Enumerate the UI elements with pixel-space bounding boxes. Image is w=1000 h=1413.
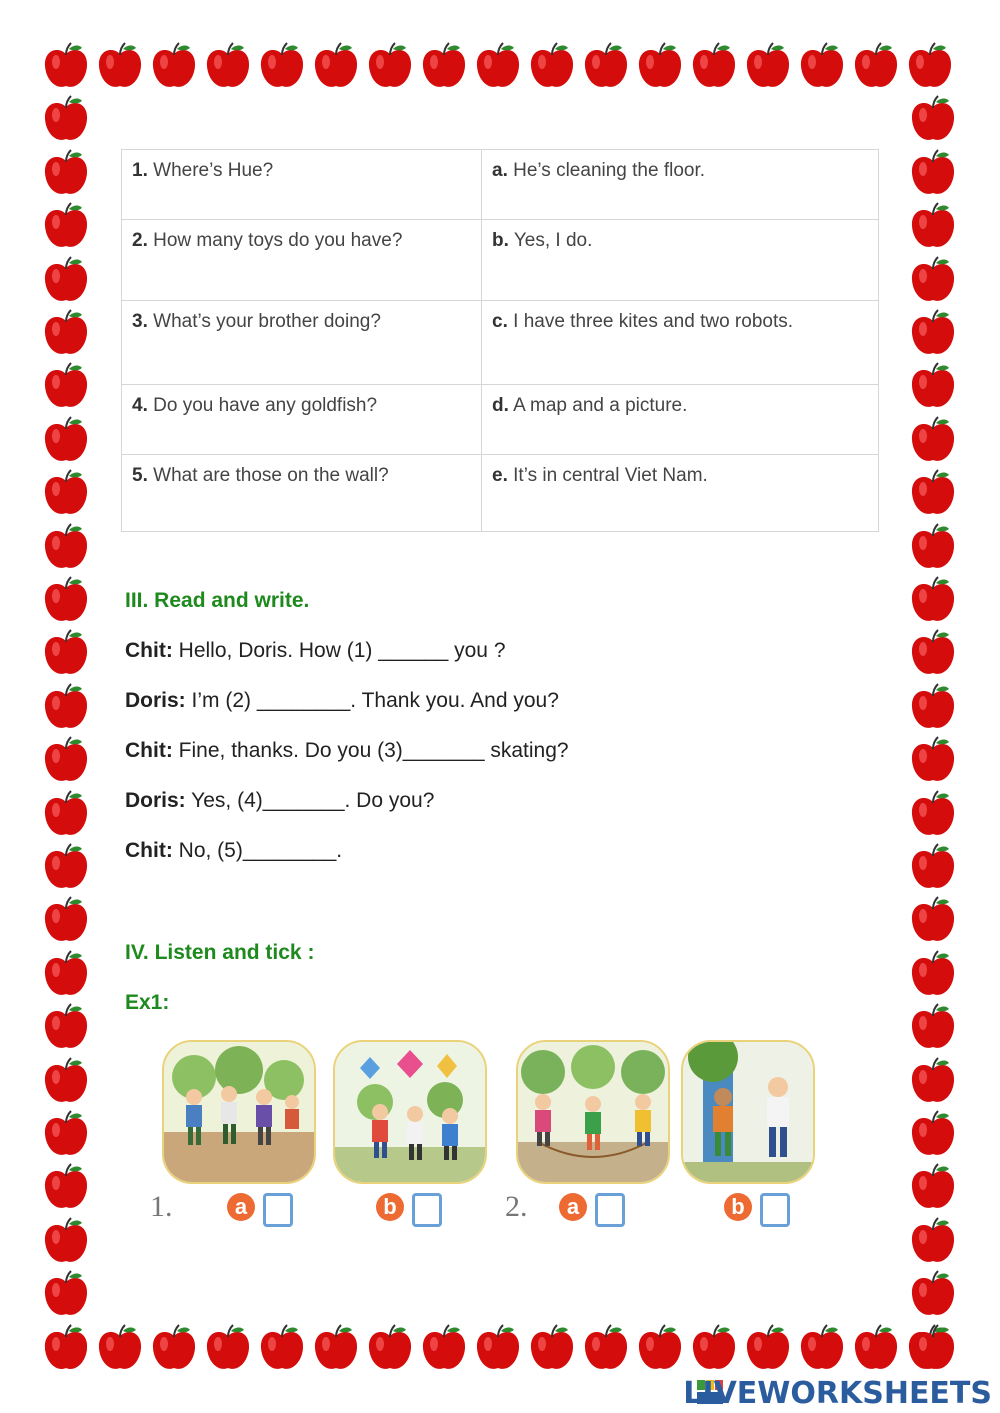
exercise-label: Ex1:	[125, 991, 170, 1014]
dialogue-line	[125, 789, 434, 813]
apple-icon	[907, 360, 959, 412]
apple-icon	[40, 147, 92, 199]
apple-icon	[634, 1322, 686, 1374]
apple-icon	[850, 1322, 902, 1374]
apple-icon	[907, 1322, 959, 1374]
apple-icon	[94, 40, 146, 92]
apple-icon	[907, 1108, 959, 1160]
answer-cell	[482, 150, 879, 220]
question-text: What are those on the wall?	[153, 465, 389, 486]
picture-2b	[681, 1040, 815, 1184]
answer-letter: d.	[492, 395, 509, 416]
apple-icon	[472, 1322, 524, 1374]
apple-icon	[907, 1268, 959, 1320]
option-b-badge: b	[376, 1193, 404, 1221]
apple-icon	[40, 1268, 92, 1320]
apple-icon	[907, 1161, 959, 1213]
table-row	[122, 455, 879, 532]
listening-pictures	[150, 1035, 830, 1245]
apple-icon	[526, 40, 578, 92]
tick-box-1b[interactable]	[412, 1193, 442, 1227]
answer-text: I have three kites and two robots.	[513, 311, 794, 332]
option-a-badge: a	[559, 1193, 587, 1221]
liveworksheets-logo-text: LIVEWORKSHEETS	[683, 1376, 992, 1411]
speaker: Doris:	[125, 789, 186, 812]
apple-icon	[907, 200, 959, 252]
option-a-badge: a	[227, 1193, 255, 1221]
apple-icon	[742, 1322, 794, 1374]
question-number: 2.	[132, 230, 148, 251]
apple-icon	[526, 1322, 578, 1374]
question-text: Do you have any goldfish?	[153, 395, 378, 416]
apple-icon	[310, 40, 362, 92]
children-hide-and-seek-illustration	[683, 1042, 813, 1182]
apple-icon	[907, 307, 959, 359]
apple-icon	[418, 40, 470, 92]
apple-icon	[907, 414, 959, 466]
apple-icon	[40, 93, 92, 145]
speaker: Chit:	[125, 739, 173, 762]
apple-icon	[40, 734, 92, 786]
dialogue-text: Yes, (4)_______. Do you?	[191, 789, 435, 812]
apple-icon	[907, 788, 959, 840]
apple-icon	[202, 40, 254, 92]
apple-icon	[94, 1322, 146, 1374]
table-row	[122, 301, 879, 385]
dialogue-text: I’m (2) ________. Thank you. And you?	[191, 689, 559, 712]
apple-icon	[40, 360, 92, 412]
apple-icon	[40, 1001, 92, 1053]
answer-text: A map and a picture.	[513, 395, 688, 416]
apple-icon	[40, 1108, 92, 1160]
dialogue-text: No, (5)________.	[178, 839, 343, 862]
apple-icon	[907, 467, 959, 519]
apple-icon	[688, 40, 740, 92]
dialogue-line	[125, 639, 506, 663]
apple-icon	[907, 681, 959, 733]
apple-icon	[850, 40, 902, 92]
question-text: What’s your brother doing?	[153, 311, 381, 332]
tick-box-2a[interactable]	[595, 1193, 625, 1227]
picture-2a	[516, 1040, 670, 1184]
apple-icon	[148, 40, 200, 92]
picture-1b	[333, 1040, 487, 1184]
tick-box-1a[interactable]	[263, 1193, 293, 1227]
apple-icon	[40, 627, 92, 679]
apple-icon	[364, 40, 416, 92]
apple-icon	[418, 1322, 470, 1374]
answer-cell	[482, 220, 879, 301]
apple-icon	[907, 627, 959, 679]
answer-text: Yes, I do.	[513, 230, 593, 251]
dialogue-text: Fine, thanks. Do you (3)_______ skating?	[178, 739, 569, 762]
apple-icon	[907, 147, 959, 199]
answer-text: He’s cleaning the floor.	[513, 160, 706, 181]
speaker: Chit:	[125, 839, 173, 862]
apple-icon	[907, 1001, 959, 1053]
section-4-heading: IV. Listen and tick :	[125, 941, 315, 964]
answer-text: It’s in central Viet Nam.	[513, 465, 708, 486]
matching-table	[121, 149, 879, 532]
dialogue-line	[125, 839, 342, 863]
apple-icon	[40, 841, 92, 893]
apple-icon	[40, 574, 92, 626]
apple-icon	[40, 1161, 92, 1213]
question-cell	[122, 220, 482, 301]
answer-letter: e.	[492, 465, 508, 486]
apple-icon	[40, 254, 92, 306]
apple-icon	[907, 521, 959, 573]
section-3-heading: III. Read and write.	[125, 589, 310, 612]
question-cell	[122, 301, 482, 385]
apple-icon	[40, 894, 92, 946]
apple-icon	[40, 307, 92, 359]
apple-icon	[796, 1322, 848, 1374]
table-row	[122, 150, 879, 220]
apple-icon	[688, 1322, 740, 1374]
apple-icon	[256, 1322, 308, 1374]
apple-icon	[580, 40, 632, 92]
speaker: Doris:	[125, 689, 186, 712]
apple-icon	[907, 93, 959, 145]
apple-icon	[40, 414, 92, 466]
apple-icon	[907, 841, 959, 893]
apple-icon	[472, 40, 524, 92]
apple-icon	[907, 894, 959, 946]
question-cell	[122, 385, 482, 455]
answer-letter: c.	[492, 311, 508, 332]
apple-icon	[742, 40, 794, 92]
apple-icon	[580, 1322, 632, 1374]
question-cell	[122, 150, 482, 220]
question-number: 3.	[132, 311, 148, 332]
apple-icon	[634, 40, 686, 92]
apple-icon	[907, 254, 959, 306]
apple-icon	[40, 948, 92, 1000]
apple-icon	[40, 467, 92, 519]
apple-icon	[40, 1322, 92, 1374]
question-number: 4.	[132, 395, 148, 416]
apple-icon	[310, 1322, 362, 1374]
table-row	[122, 220, 879, 301]
apple-icon	[256, 40, 308, 92]
apple-icon	[907, 1055, 959, 1107]
tick-box-2b[interactable]	[760, 1193, 790, 1227]
question-text: How many toys do you have?	[153, 230, 403, 251]
apple-icon	[907, 574, 959, 626]
apple-icon	[40, 1055, 92, 1107]
children-skipping-illustration	[518, 1042, 668, 1182]
apple-icon	[907, 1215, 959, 1267]
apple-icon	[796, 40, 848, 92]
dialogue-line	[125, 689, 559, 713]
apple-icon	[904, 40, 956, 92]
dialogue-text: Hello, Doris. How (1) ______ you ?	[178, 639, 506, 662]
apple-icon	[40, 521, 92, 573]
picture-1a	[162, 1040, 316, 1184]
apple-icon	[364, 1322, 416, 1374]
question-number: 5.	[132, 465, 148, 486]
apple-icon	[40, 200, 92, 252]
answer-cell	[482, 455, 879, 532]
question-text: Where’s Hue?	[153, 160, 274, 181]
apple-icon	[148, 1322, 200, 1374]
apple-icon	[40, 1215, 92, 1267]
option-b-badge: b	[724, 1193, 752, 1221]
question-cell	[122, 455, 482, 532]
answer-letter: a.	[492, 160, 508, 181]
apple-icon	[40, 40, 92, 92]
item-number-2: 2.	[505, 1190, 528, 1223]
apple-icon	[202, 1322, 254, 1374]
answer-cell	[482, 385, 879, 455]
apple-icon	[40, 788, 92, 840]
apple-icon	[907, 948, 959, 1000]
apple-icon	[40, 681, 92, 733]
item-number-1: 1.	[150, 1190, 173, 1223]
apple-icon	[907, 734, 959, 786]
question-number: 1.	[132, 160, 148, 181]
children-running-illustration	[164, 1042, 314, 1182]
dialogue-line	[125, 739, 569, 763]
table-row	[122, 385, 879, 455]
answer-cell	[482, 301, 879, 385]
speaker: Chit:	[125, 639, 173, 662]
children-flying-kites-illustration	[335, 1042, 485, 1182]
answer-letter: b.	[492, 230, 509, 251]
